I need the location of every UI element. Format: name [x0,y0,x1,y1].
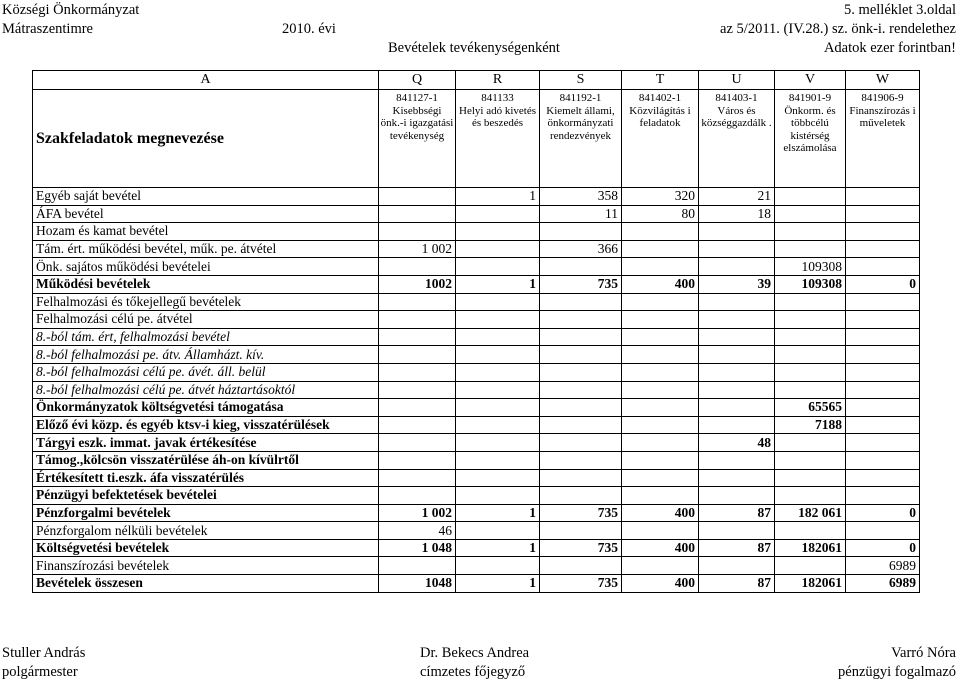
cell-value: 87 [699,575,775,593]
column-letter: R [456,71,540,90]
cell-value [379,293,456,311]
table-row [33,381,920,399]
row-label: Előző évi közp. és egyéb ktsv-i kieg, visszatérülések [33,416,379,434]
cell-value: 0 [846,539,920,557]
cell-value: 1048 [379,575,456,593]
cell-value [699,522,775,540]
cell-value [540,434,622,452]
cell-value: 182061 [775,539,846,557]
cell-value [379,346,456,364]
column-description: Közvilágítás i feladatok [629,104,691,129]
cell-value [846,399,920,417]
row-label: Tám. ért. működési bevétel, műk. pe. átvétel [33,240,379,258]
cell-value [456,469,540,487]
signature-title: címzetes főjegyző [420,664,526,680]
cell-value [699,487,775,505]
column-description: Város és községgazdálk . [701,104,772,129]
cell-value [379,188,456,206]
signature-title: polgármester [2,664,78,680]
table-row [33,311,920,329]
cell-value [456,258,540,276]
column-header [775,90,846,188]
cell-value: 109308 [775,258,846,276]
column-code: 841192-1 [559,92,602,104]
cell-value [379,381,456,399]
column-letter: W [846,71,920,90]
column-description: Önkorm. és többcélú kistérség elszámolása [783,104,837,154]
cell-value: 735 [540,575,622,593]
cell-value [622,293,699,311]
cell-value [379,557,456,575]
cell-value [379,469,456,487]
column-header [456,90,540,188]
cell-value [379,416,456,434]
cell-value [846,434,920,452]
cell-value [456,293,540,311]
cell-value [456,522,540,540]
cell-value [775,188,846,206]
cell-value: 87 [699,539,775,557]
cell-value [775,522,846,540]
cell-value [622,416,699,434]
cell-value [622,223,699,241]
column-code: 841133 [481,92,514,104]
column-letter: Q [379,71,456,90]
cell-value: 46 [379,522,456,540]
column-letter: T [622,71,699,90]
cell-value: 735 [540,275,622,293]
column-code: 841906-9 [861,92,904,104]
cell-value [699,469,775,487]
cell-value: 80 [622,205,699,223]
cell-value: 358 [540,188,622,206]
cell-value [379,451,456,469]
column-code: 841402-1 [638,92,682,104]
cell-value [846,469,920,487]
cell-value [622,434,699,452]
cell-value [456,205,540,223]
cell-value [846,188,920,206]
cell-value [846,240,920,258]
cell-value [622,258,699,276]
table-row [33,205,920,223]
row-label: 8.-ból felhalmozási célú pe. átvét háztartásoktól [33,381,379,399]
cell-value: 1 [456,275,540,293]
cell-value [699,258,775,276]
cell-value [699,416,775,434]
cell-value [540,293,622,311]
row-label: Működési bevételek [33,275,379,293]
cell-value [379,223,456,241]
cell-value [622,557,699,575]
signature-name: Stuller András [2,645,86,661]
column-header [699,90,775,188]
cell-value [846,487,920,505]
report-subtitle: Bevételek tevékenységenként [388,40,560,56]
cell-value: 48 [699,434,775,452]
cell-value [540,399,622,417]
cell-value [622,381,699,399]
cell-value: 400 [622,575,699,593]
column-description: Kiemelt állami, önkormányzati rendezvények [546,104,615,142]
cell-value [540,328,622,346]
column-description: Helyi adó kivetés és beszedés [459,104,536,129]
cell-value [846,328,920,346]
cell-value [622,451,699,469]
cell-value [456,434,540,452]
cell-value [622,487,699,505]
cell-value [540,522,622,540]
cell-value [456,363,540,381]
cell-value [699,311,775,329]
cell-value [540,258,622,276]
table-row [33,346,920,364]
cell-value: 1 048 [379,539,456,557]
cell-value [846,293,920,311]
table-title: Szakfeladatok megnevezése [33,90,379,188]
column-header [846,90,920,188]
cell-value [622,363,699,381]
cell-value: 65565 [775,399,846,417]
cell-value: 1 002 [379,240,456,258]
column-code-row [33,90,920,188]
org-location: Mátraszentimre [2,21,93,37]
cell-value [775,346,846,364]
cell-value [456,240,540,258]
table-row [33,575,920,593]
cell-value [379,205,456,223]
cell-value [379,258,456,276]
row-label: Értékesített ti.eszk. áfa visszatérülés [33,469,379,487]
cell-value [775,451,846,469]
cell-value [775,223,846,241]
cell-value [456,328,540,346]
signature-name: Dr. Bekecs Andrea [420,645,530,661]
column-letter: S [540,71,622,90]
cell-value: 6989 [846,557,920,575]
row-label: Hozam és kamat bevétel [33,223,379,241]
cell-value [540,381,622,399]
column-code: 841403-1 [715,92,758,104]
revenue-table [32,70,920,593]
table-row [33,258,920,276]
cell-value [699,328,775,346]
cell-value [622,240,699,258]
table-row [33,522,920,540]
signature-name: Varró Nóra [891,645,956,661]
cell-value: 109308 [775,275,846,293]
cell-value [775,434,846,452]
cell-value [775,363,846,381]
cell-value [540,557,622,575]
cell-value [775,311,846,329]
cell-value [379,399,456,417]
cell-value [622,311,699,329]
cell-value: 182 061 [775,504,846,522]
cell-value [622,469,699,487]
cell-value: 87 [699,504,775,522]
cell-value: 0 [846,504,920,522]
cell-value [699,293,775,311]
signature-title: pénzügyi fogalmazó [838,664,956,680]
cell-value [775,240,846,258]
cell-value [846,381,920,399]
table-row [33,557,920,575]
cell-value [456,311,540,329]
table-row [33,487,920,505]
row-label: Egyéb saját bevétel [33,188,379,206]
cell-value [846,416,920,434]
table-row [33,328,920,346]
cell-value: 0 [846,275,920,293]
table-row [33,363,920,381]
cell-value: 366 [540,240,622,258]
cell-value [456,451,540,469]
cell-value: 1 [456,575,540,593]
cell-value: 320 [622,188,699,206]
column-letter: V [775,71,846,90]
row-label: Pénzügyi befektetések bevételei [33,487,379,505]
cell-value: 6989 [846,575,920,593]
cell-value [379,328,456,346]
cell-value: 1 002 [379,504,456,522]
table-row [33,188,920,206]
cell-value: 400 [622,504,699,522]
row-label: Önk. sajátos működési bevételei [33,258,379,276]
table-row [33,539,920,557]
cell-value [846,311,920,329]
cell-value [846,363,920,381]
cell-value [699,451,775,469]
table-row [33,451,920,469]
row-label: Költségvetési bevételek [33,539,379,557]
cell-value [379,311,456,329]
cell-value: 18 [699,205,775,223]
cell-value [775,487,846,505]
row-label: Pénzforgalom nélküli bevételek [33,522,379,540]
table-row [33,293,920,311]
cell-value [622,328,699,346]
row-label: 8.-ból felhalmozási pe. átv. Államházt. kív. [33,346,379,364]
row-label: Felhalmozási és tőkejellegű bevételek [33,293,379,311]
cell-value [846,205,920,223]
cell-value [540,223,622,241]
cell-value [456,223,540,241]
cell-value [699,223,775,241]
report-year: 2010. évi [282,21,336,37]
cell-value [846,451,920,469]
row-label: 8.-ból felhalmozási célú pe. ávét. áll. belül [33,363,379,381]
row-label: ÁFA bevétel [33,205,379,223]
cell-value [540,363,622,381]
cell-value [540,416,622,434]
cell-value: 21 [699,188,775,206]
row-label: Tárgyi eszk. immat. javak értékesítése [33,434,379,452]
cell-value: 1 [456,188,540,206]
cell-value [540,469,622,487]
regulation-reference: az 5/2011. (IV.28.) sz. önk-i. rendelethez [720,21,956,37]
unit-note: Adatok ezer forintban! [823,40,956,56]
annex-label: 5. melléklet 3.oldal [844,2,956,18]
cell-value [699,346,775,364]
cell-value [622,346,699,364]
cell-value [456,399,540,417]
cell-value [456,557,540,575]
column-description: Finanszírozás i műveletek [849,104,916,129]
cell-value: 735 [540,539,622,557]
cell-value [775,557,846,575]
cell-value [622,399,699,417]
row-label: Önkormányzatok költségvetési támogatása [33,399,379,417]
row-label: 8.-ból tám. ért, felhalmozási bevétel [33,328,379,346]
cell-value [379,363,456,381]
org-name: Községi Önkormányzat [2,2,140,18]
cell-value [699,240,775,258]
table-row [33,223,920,241]
table-row [33,416,920,434]
cell-value: 39 [699,275,775,293]
cell-value: 400 [622,539,699,557]
cell-value: 182061 [775,575,846,593]
column-letter-row [33,71,920,90]
row-label: Pénzforgalmi bevételek [33,504,379,522]
cell-value [379,487,456,505]
cell-value [379,434,456,452]
cell-value: 7188 [775,416,846,434]
cell-value [775,205,846,223]
cell-value [846,346,920,364]
row-label: Finanszírozási bevételek [33,557,379,575]
column-header [622,90,699,188]
cell-value [699,363,775,381]
row-label: Felhalmozási célú pe. átvétel [33,311,379,329]
cell-value [540,346,622,364]
column-letter: U [699,71,775,90]
cell-value [699,381,775,399]
cell-value: 735 [540,504,622,522]
cell-value [699,557,775,575]
cell-value [846,522,920,540]
cell-value [846,258,920,276]
cell-value [775,469,846,487]
table-row [33,504,920,522]
cell-value [456,416,540,434]
cell-value [456,381,540,399]
cell-value [846,223,920,241]
column-code: 841127-1 [396,92,438,104]
column-code: 841901-9 [788,92,832,104]
cell-value [540,487,622,505]
cell-value [540,451,622,469]
cell-value [456,346,540,364]
cell-value [540,311,622,329]
column-header [540,90,622,188]
cell-value: 1 [456,504,540,522]
cell-value: 1002 [379,275,456,293]
cell-value [456,487,540,505]
table-row [33,469,920,487]
cell-value [775,293,846,311]
cell-value [775,381,846,399]
column-description: Kisebbségi önk.-i igazgatási tevékenység [380,104,454,142]
column-header [379,90,456,188]
table-row [33,434,920,452]
column-letter: A [33,71,379,90]
row-label: Támog.,kölcsön visszatérülése áh-on kívülrtől [33,451,379,469]
table-row [33,240,920,258]
cell-value: 11 [540,205,622,223]
cell-value [622,522,699,540]
row-label: Bevételek összesen [33,575,379,593]
cell-value: 400 [622,275,699,293]
cell-value: 1 [456,539,540,557]
cell-value [699,399,775,417]
table-row [33,399,920,417]
cell-value [775,328,846,346]
table-row [33,275,920,293]
